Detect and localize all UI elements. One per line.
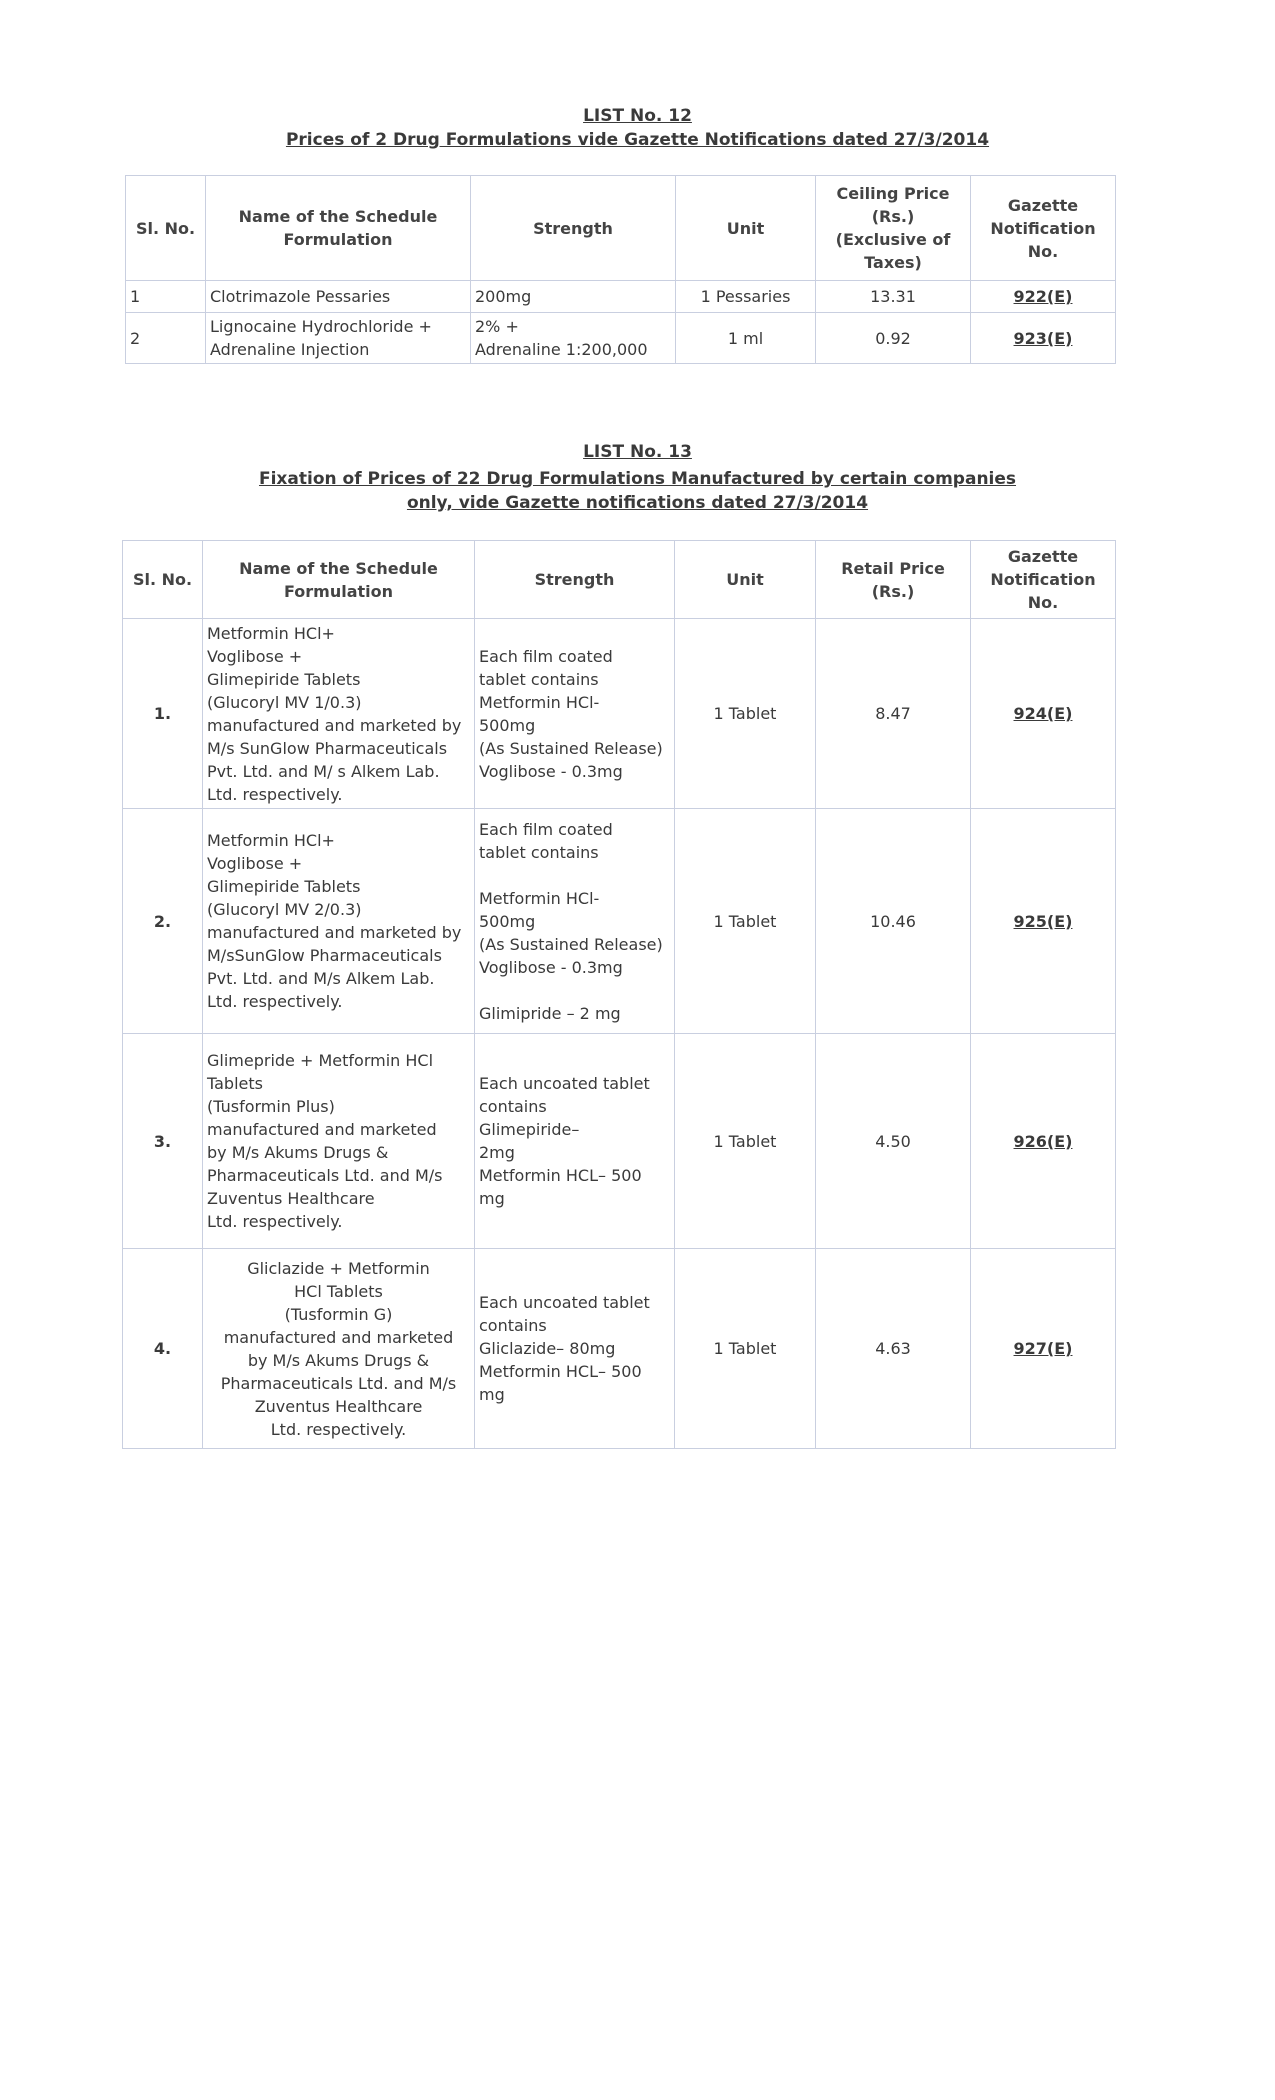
list13-subtitle-line2: only, vide Gazette notifications dated 27/3/2014 xyxy=(406,493,869,513)
gazette-link[interactable]: 922(E) xyxy=(971,281,1116,313)
list12-header-row xyxy=(126,176,1116,281)
list12-title: LIST No. 12 xyxy=(583,106,692,126)
cell-name: Metformin HCl+ Voglibose + Glimepiride Tablets (Glucoryl MV 1/0.3) manufactured and marketed by M/s SunGlow Pharmaceuticals Pvt. Ltd. and M/ s Alkem Lab. Ltd. respectively. xyxy=(203,619,475,809)
cell-strength: Each uncoated tablet contains Glimepiride– 2mg Metformin HCL– 500 mg xyxy=(475,1034,675,1249)
header-sl: Sl. No. xyxy=(126,176,206,281)
header-unit: Unit xyxy=(675,541,816,619)
table-row xyxy=(123,1034,1116,1249)
cell-price: 4.63 xyxy=(816,1249,971,1449)
cell-name: Metformin HCl+ Voglibose + Glimepiride Tablets (Glucoryl MV 2/0.3) manufactured and marketed by M/sSunGlow Pharmaceuticals Pvt. Ltd. and M/s Alkem Lab. Ltd. respectively. xyxy=(203,809,475,1034)
list13-header-row xyxy=(123,541,1116,619)
cell-sl: 1 xyxy=(126,281,206,313)
header-unit: Unit xyxy=(676,176,816,281)
cell-name: Gliclazide + Metformin HCl Tablets (Tusformin G) manufactured and marketed by M/s Akums Drugs & Pharmaceuticals Ltd. and M/s Zuventus Healthcare Ltd. respectively. xyxy=(203,1249,475,1449)
table-row xyxy=(123,619,1116,809)
cell-sl: 3. xyxy=(123,1034,203,1249)
list13-table xyxy=(122,540,1116,1449)
cell-unit: 1 Tablet xyxy=(675,809,816,1034)
cell-price: 0.92 xyxy=(816,313,971,364)
cell-strength: 200mg xyxy=(471,281,676,313)
cell-price: 4.50 xyxy=(816,1034,971,1249)
cell-strength: 2% + Adrenaline 1:200,000 xyxy=(471,313,676,364)
gazette-link[interactable]: 924(E) xyxy=(971,619,1116,809)
header-gazette: Gazette Notification No. xyxy=(971,176,1116,281)
cell-price: 10.46 xyxy=(816,809,971,1034)
cell-unit: 1 Tablet xyxy=(675,619,816,809)
table-row xyxy=(123,809,1116,1034)
table-row xyxy=(126,313,1116,364)
gazette-link[interactable]: 926(E) xyxy=(971,1034,1116,1249)
cell-sl: 2 xyxy=(126,313,206,364)
header-name: Name of the Schedule Formulation xyxy=(203,541,475,619)
header-name: Name of the Schedule Formulation xyxy=(206,176,471,281)
list13-title: LIST No. 13 xyxy=(583,442,692,462)
cell-unit: 1 Tablet xyxy=(675,1249,816,1449)
cell-unit: 1 ml xyxy=(676,313,816,364)
cell-name: Clotrimazole Pessaries xyxy=(206,281,471,313)
table-row xyxy=(123,1249,1116,1449)
list12-subtitle: Prices of 2 Drug Formulations vide Gazette Notifications dated 27/3/2014 xyxy=(285,130,990,150)
gazette-link[interactable]: 927(E) xyxy=(971,1249,1116,1449)
cell-price: 8.47 xyxy=(816,619,971,809)
gazette-link[interactable]: 923(E) xyxy=(971,313,1116,364)
list12-table xyxy=(125,175,1116,364)
cell-strength: Each film coated tablet contains Metformin HCl- 500mg (As Sustained Release) Voglibose - 0.3mg Glimipride – 2 mg xyxy=(475,809,675,1034)
gazette-link[interactable]: 925(E) xyxy=(971,809,1116,1034)
cell-unit: 1 Tablet xyxy=(675,1034,816,1249)
cell-price: 13.31 xyxy=(816,281,971,313)
cell-strength: Each uncoated tablet contains Gliclazide– 80mg Metformin HCL– 500 mg xyxy=(475,1249,675,1449)
header-strength: Strength xyxy=(471,176,676,281)
header-gazette: Gazette Notification No. xyxy=(971,541,1116,619)
cell-sl: 4. xyxy=(123,1249,203,1449)
cell-unit: 1 Pessaries xyxy=(676,281,816,313)
header-sl: Sl. No. xyxy=(123,541,203,619)
header-price: Retail Price (Rs.) xyxy=(816,541,971,619)
header-strength: Strength xyxy=(475,541,675,619)
list13-subtitle-line1: Fixation of Prices of 22 Drug Formulations Manufactured by certain companies xyxy=(258,469,1017,489)
header-price: Ceiling Price (Rs.) (Exclusive of Taxes) xyxy=(816,176,971,281)
table-row xyxy=(126,281,1116,313)
cell-sl: 1. xyxy=(123,619,203,809)
cell-sl: 2. xyxy=(123,809,203,1034)
cell-name: Lignocaine Hydrochloride + Adrenaline Injection xyxy=(206,313,471,364)
cell-name: Glimepride + Metformin HCl Tablets (Tusformin Plus) manufactured and marketed by M/s Akums Drugs & Pharmaceuticals Ltd. and M/s Zuventus Healthcare Ltd. respectively. xyxy=(203,1034,475,1249)
cell-strength: Each film coated tablet contains Metformin HCl- 500mg (As Sustained Release) Voglibose - 0.3mg xyxy=(475,619,675,809)
